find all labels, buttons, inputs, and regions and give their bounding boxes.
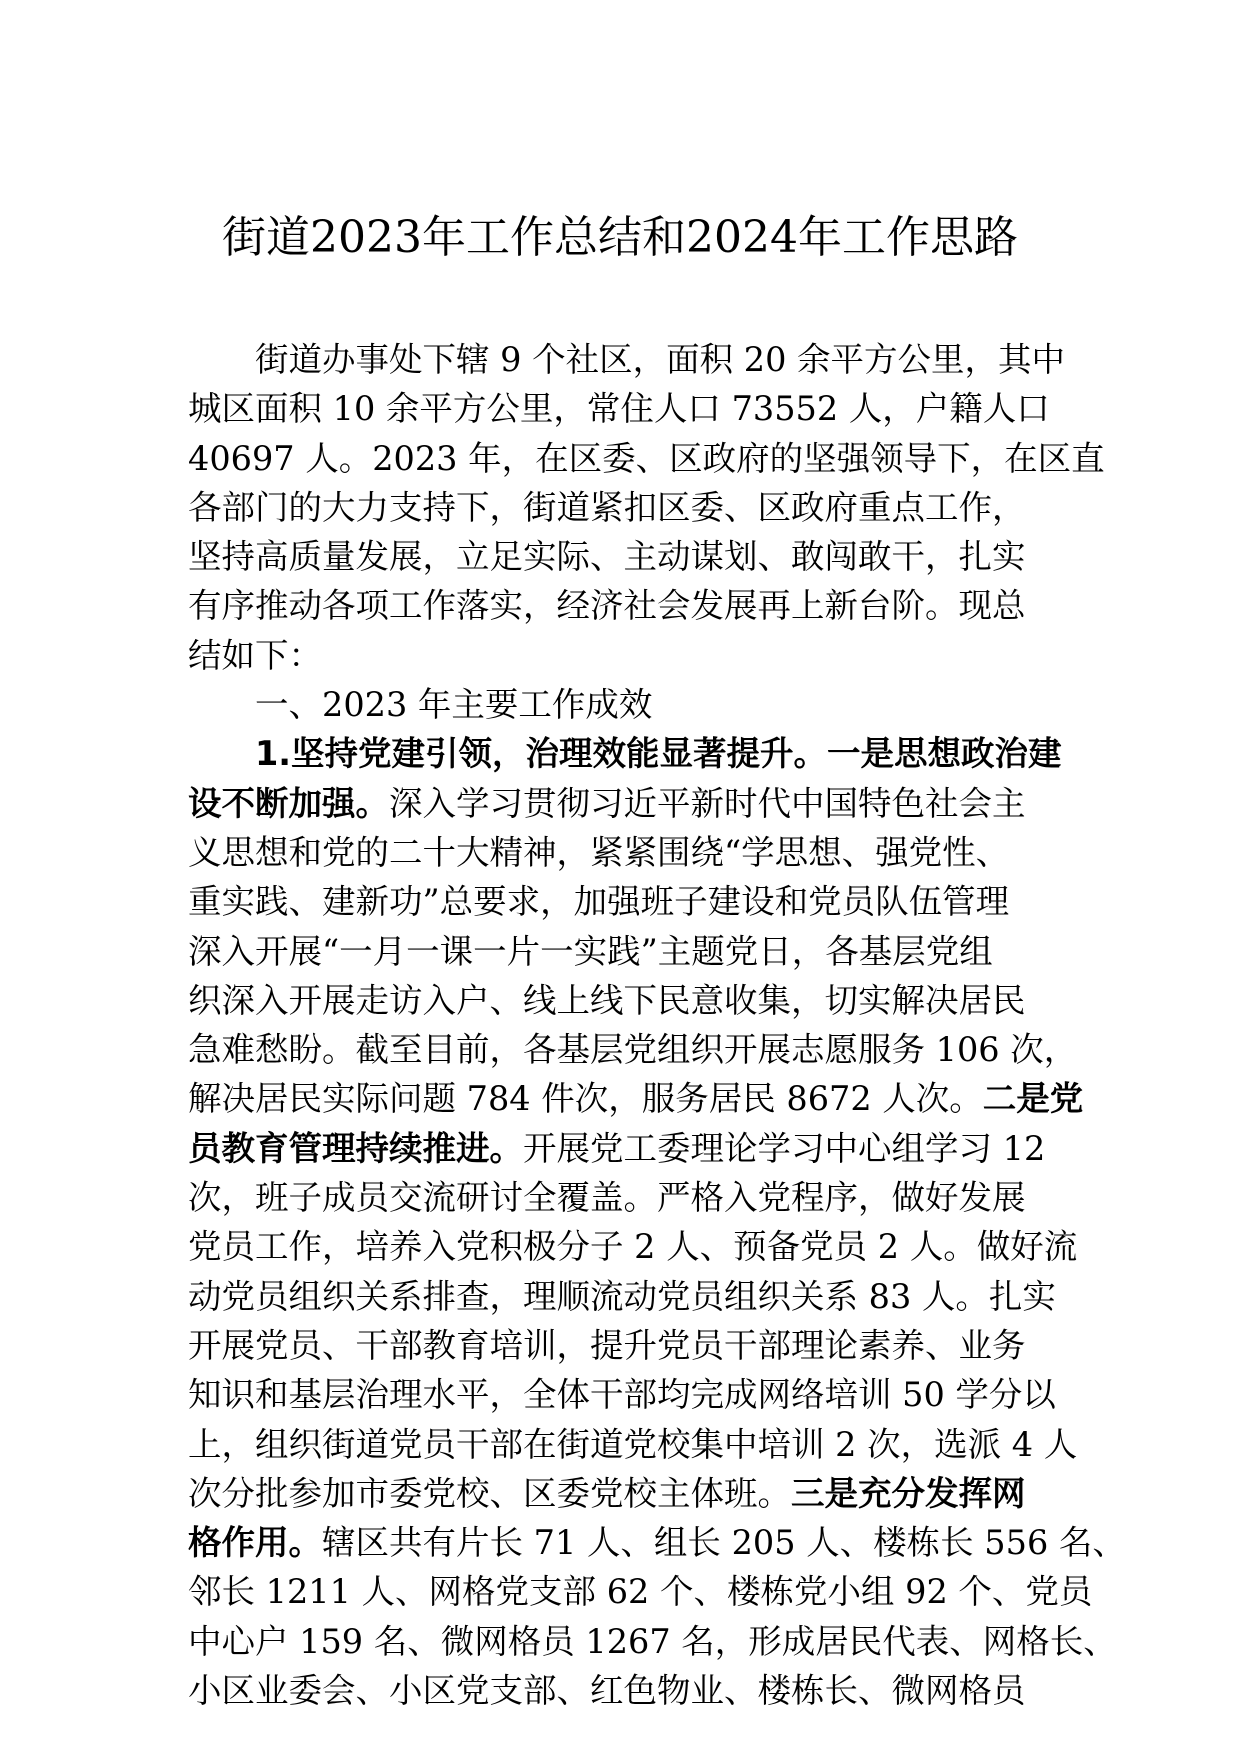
text-segment: 动党员组织关系排查，理顺流动党员组织关系 83 人。扎实 [188, 1276, 1056, 1316]
text-line [188, 976, 1068, 1025]
bold-text-segment: 设不断加强。 [188, 783, 389, 823]
text-line [188, 1321, 1068, 1370]
text-line [188, 581, 1068, 630]
text-segment: 各部门的大力支持下，街道紧扣区委、区政府重点工作， [188, 487, 1026, 527]
text-line [188, 631, 1068, 680]
text-segment: 解决居民实际问题 784 件次，服务居民 8672 人次。 [188, 1079, 983, 1119]
text-line [188, 1666, 1068, 1715]
bold-text-segment: 员教育管理持续推进。 [188, 1128, 523, 1168]
text-segment: 重实践、建新功”总要求，加强班子建设和党员队伍管理 [188, 882, 1010, 922]
text-line [188, 1272, 1068, 1321]
text-segment: 中心户 159 名、微网格员 1267 名，形成居民代表、网格长、 [188, 1621, 1117, 1661]
text-line [188, 1025, 1078, 1074]
text-segment: 党员工作，培养入党积极分子 2 人、预备党员 2 人。做好流 [188, 1227, 1078, 1267]
text-segment: 一、2023 年主要工作成效 [255, 685, 653, 725]
text-segment: 小区业委会、小区党支部、红色物业、楼栋长、微网格员 [188, 1671, 1026, 1711]
text-line [188, 483, 1068, 532]
text-segment: 深入开展“一月一课一片一实践”主题党日，各基层党组 [188, 931, 993, 971]
text-line [188, 828, 1068, 877]
text-segment: 织深入开展走访入户、线上线下民意收集，切实解决居民 [188, 980, 1026, 1020]
text-segment: 城区面积 10 余平方公里，常住人口 73552 人，户籍人口 [188, 389, 1050, 429]
text-line [188, 1518, 1126, 1567]
text-segment: 坚持高质量发展，立足实际、主动谋划、敢闯敢干，扎实 [188, 537, 1026, 577]
text-line [188, 877, 1068, 926]
document-body [188, 335, 1126, 1715]
bold-text-segment: 三是充分发挥网 [791, 1473, 1026, 1513]
text-line [188, 1222, 1078, 1271]
text-line [188, 779, 1068, 828]
text-segment: 开展党工委理论学习中心组学习 12 [523, 1128, 1046, 1168]
text-line [188, 434, 1105, 483]
text-segment: 次分批参加市委党校、区委党校主体班。 [188, 1473, 791, 1513]
text-line [188, 335, 1068, 384]
text-line [188, 1173, 1068, 1222]
text-line [188, 1370, 1068, 1419]
text-line [188, 680, 1068, 729]
text-line [188, 1074, 1084, 1123]
text-line [188, 729, 1068, 778]
text-segment: 知识和基层治理水平，全体干部均完成网络培训 50 学分以 [188, 1375, 1056, 1415]
text-segment: 上，组织街道党员干部在街道党校集中培训 2 次，选派 4 人 [188, 1424, 1078, 1464]
text-segment: 邻长 1211 人、网格党支部 62 个、楼栋党小组 92 个、党员 [188, 1572, 1093, 1612]
text-segment: 辖区共有片长 71 人、组长 205 人、楼栋长 556 名、 [322, 1523, 1126, 1563]
text-line [188, 532, 1068, 581]
bold-text-segment: 格作用。 [188, 1523, 322, 1563]
text-line [188, 1420, 1078, 1469]
text-segment: 结如下： [188, 635, 322, 675]
bold-text-segment: 二是党 [982, 1079, 1084, 1119]
text-segment: 有序推动各项工作落实，经济社会发展再上新台阶。现总 [188, 586, 1026, 626]
text-segment: 次，班子成员交流研讨全覆盖。严格入党程序，做好发展 [188, 1178, 1026, 1218]
text-line [188, 927, 1068, 976]
text-line [188, 384, 1068, 433]
text-line [188, 1617, 1117, 1666]
text-line [188, 1567, 1093, 1616]
text-segment: 40697 人。2023 年，在区委、区政府的坚强领导下，在区直 [188, 438, 1105, 478]
text-segment: 急难愁盼。截至目前，各基层党组织开展志愿服务 106 次， [188, 1030, 1078, 1070]
text-line [188, 1124, 1068, 1173]
text-segment: 开展党员、干部教育培训，提升党员干部理论素养、业务 [188, 1325, 1026, 1365]
document-title: 街道2023年工作总结和2024年工作思路 [222, 212, 1018, 263]
text-segment: 深入学习贯彻习近平新时代中国特色社会主 [389, 783, 1026, 823]
text-segment: 义思想和党的二十大精神，紧紧围绕“学思想、强党性、 [188, 832, 1010, 872]
text-line [188, 1469, 1068, 1518]
text-segment: 街道办事处下辖 9 个社区，面积 20 余平方公里，其中 [255, 340, 1066, 379]
bold-text-segment: 1.坚持党建引领，治理效能显著提升。一是思想政治建 [255, 734, 1062, 774]
